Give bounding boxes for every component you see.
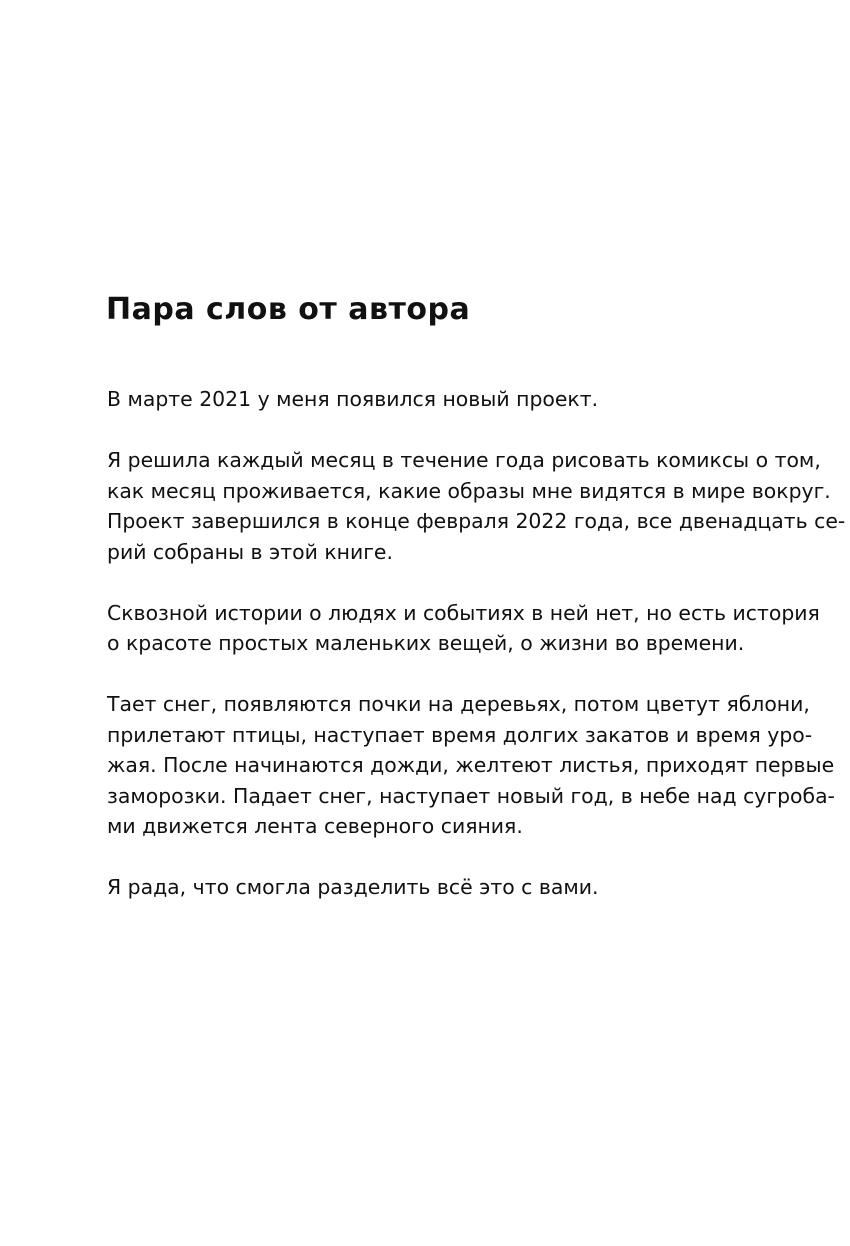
- text-line: рий собраны в этой книге.: [107, 539, 393, 564]
- text-line: Я решила каждый месяц в течение года рисовать комиксы о том,: [107, 448, 821, 472]
- text-line: Я рада, что смогла разделить всё это с вами.: [107, 875, 599, 899]
- text-line: прилетают птицы, наступает время долгих закатов и время уро-: [107, 722, 813, 747]
- paragraph-5: [79, 872, 779, 903]
- paragraph-1: [79, 384, 779, 415]
- body-text: [79, 384, 846, 933]
- text-line: ми движется лента северного сияния.: [107, 814, 523, 838]
- text-line: В марте 2021 у меня появился новый проект.: [107, 387, 599, 411]
- text-line: Проект завершился в конце февраля 2022 года, все двенадцать се-: [107, 509, 846, 533]
- paragraph-4: [79, 689, 835, 842]
- text-line: заморозки. Падает снег, наступает новый год, в небе над сугроба-: [107, 783, 835, 808]
- text-line: как месяц проживается, какие образы мне видятся в мире вокруг.: [107, 478, 831, 503]
- text-line: Сквозной истории о людях и событиях в ней нет, но есть история: [107, 600, 820, 625]
- paragraph-2: [79, 445, 846, 567]
- chapter-heading: Пара слов от автора: [106, 292, 471, 327]
- text-line: жая. После начинаются дожди, желтеют листья, приходят первые: [107, 753, 835, 777]
- text-line: о красоте простых маленьких вещей, о жизни во времени.: [107, 631, 745, 655]
- paragraph-3: [79, 598, 820, 659]
- text-line: Тает снег, появляются почки на деревьях, потом цветут яблони,: [107, 692, 810, 716]
